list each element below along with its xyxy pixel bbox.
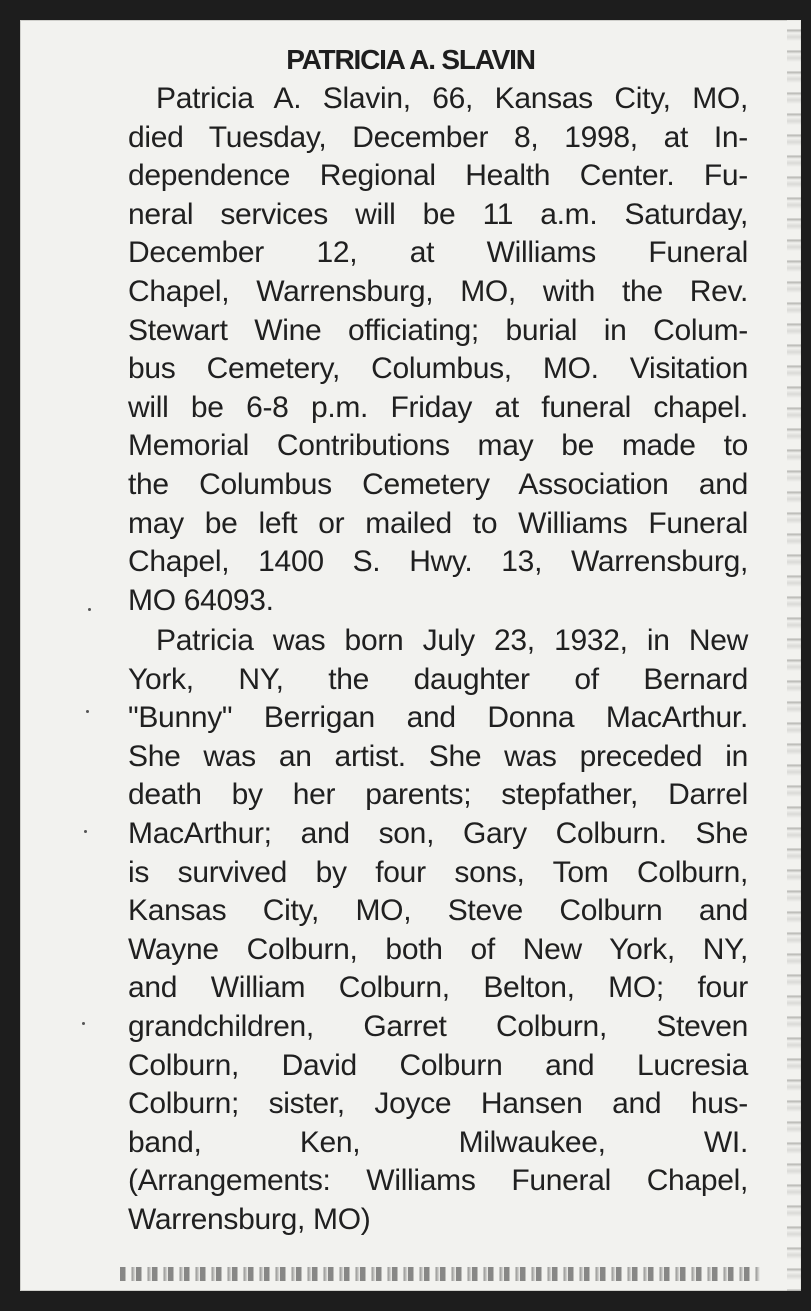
text-line: Chapel, 1400 S. Hwy. 13, Warrensburg, [128, 545, 748, 579]
text-line: grandchildren, Garret Colburn, Steven [128, 1009, 748, 1043]
text-line: bus Cemetery, Columbus, MO. Visitation [128, 352, 748, 386]
print-bleed-smudge [120, 1267, 760, 1281]
text-line: Patricia was born July 23, 1932, in New [156, 624, 748, 657]
obituary-paragraph-1 [128, 80, 748, 620]
text-line: neral services will be 11 a.m. Saturday, [128, 197, 748, 231]
text-line: is survived by four sons, Tom Colburn, [128, 855, 748, 889]
obituary-headline: PATRICIA A. SLAVIN [286, 44, 535, 75]
text-line: Memorial Contributions may be made to [128, 429, 748, 463]
text-line: December 12, at Williams Funeral [128, 236, 748, 270]
text-line: York, NY, the daughter of Bernard [128, 662, 748, 696]
text-line: Chapel, Warrensburg, MO, with the Rev. [128, 274, 748, 308]
newspaper-clipping [20, 20, 801, 1291]
text-line: "Bunny" Berrigan and Donna MacArthur. [128, 701, 748, 735]
text-line: the Columbus Cemetery Association and [128, 467, 748, 501]
text-line: death by her parents; stepfather, Darrel [128, 778, 748, 812]
text-line: Wayne Colburn, both of New York, NY, [128, 932, 748, 966]
text-line: may be left or mailed to Williams Funeral [128, 506, 748, 540]
obituary-paragraph-2 [128, 622, 748, 1240]
text-line: will be 6-8 p.m. Friday at funeral chapel. [128, 390, 748, 424]
scan-speck [86, 710, 89, 713]
text-line: (Arrangements: Williams Funeral Chapel, [128, 1164, 748, 1198]
text-line: Colburn; sister, Joyce Hansen and hus- [128, 1087, 748, 1121]
scan-speck [88, 608, 91, 611]
text-line: band, Ken, Milwaukee, WI. [128, 1125, 748, 1159]
text-line: MO 64093. [128, 583, 274, 617]
text-line: Kansas City, MO, Steve Colburn and [128, 894, 748, 928]
text-line: dependence Regional Health Center. Fu- [128, 159, 748, 193]
text-line: Stewart Wine officiating; burial in Colum- [128, 313, 748, 347]
text-line: Colburn, David Colburn and Lucresia [128, 1048, 748, 1082]
text-line: She was an artist. She was preceded in [128, 739, 748, 773]
text-line: MacArthur; and son, Gary Colburn. She [128, 816, 748, 850]
text-line: Warrensburg, MO) [128, 1202, 371, 1236]
scan-speck [84, 830, 87, 833]
text-line: Patricia A. Slavin, 66, Kansas City, MO, [156, 82, 748, 115]
text-line: and William Colburn, Belton, MO; four [128, 971, 748, 1005]
text-line: died Tuesday, December 8, 1998, at In- [128, 120, 748, 154]
scan-speck [82, 1022, 85, 1025]
